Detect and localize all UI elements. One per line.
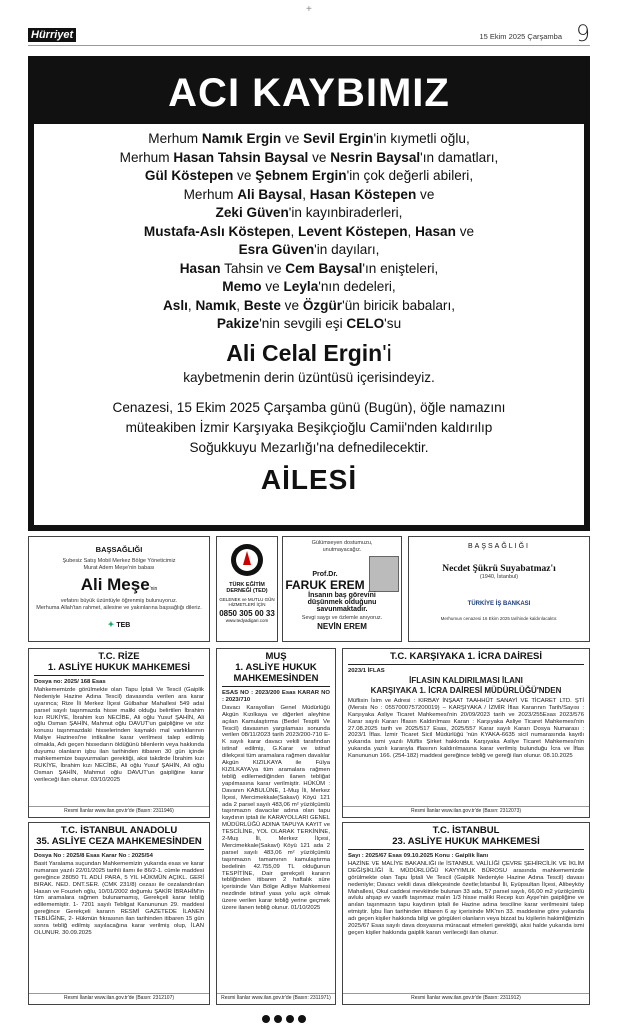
page-header — [28, 24, 590, 46]
court-subtitle: 1. ASLİYE HUKUK MAHKEMESİNDEN — [233, 662, 319, 684]
memorial-ad-erem — [282, 536, 402, 642]
teb-logo: ✦ TEB — [107, 620, 131, 629]
ad-note: Merhumun cenazesi 16 Ekim 2025 tarihinde kaldırılacaktır. — [440, 616, 558, 621]
ad-title: BAŞSAĞLIĞI — [467, 543, 531, 550]
court-file-no: 2023/1 İFLAS — [348, 668, 385, 674]
divider — [34, 675, 204, 676]
obituary-notice — [28, 56, 590, 531]
ad-line: Merhuma Allah'tan rahmet, ailesine ve yakınlarına başsağlığı dileriz. — [36, 605, 202, 611]
obituary-lines — [34, 130, 584, 334]
funeral-line: müteakiben İzmir Karşıyaka Beşikçioğlu Camii'nden kaldırılıp — [125, 419, 493, 435]
obituary-signature: AİLESİ — [260, 463, 358, 495]
obituary-line: Merhum Hasan Tahsin Baysal ve Nesrin Baysal'ın damatları, — [119, 149, 499, 165]
court-subtitle: 1. ASLİYE HUKUK MAHKEMESİ — [47, 662, 191, 673]
page-number: 9 — [576, 22, 590, 47]
funeral-line: Cenazesi, 15 Ekim 2025 Çarşamba günü (Bugün), öğle namazını — [112, 399, 506, 415]
ted-logo-icon — [230, 543, 264, 577]
court-text: HAZİNE VE MALİYE BAKANLIĞI ile İSTANBUL VALİLİĞİ ÇEVRE ŞEHİRCİLİK VE İKLİM DEĞİŞİKLİĞİ İL MÜDÜRLÜĞÜ KAYYIMLIK BÜROSU arasında mahkememizde görülmekte olan Tapu İptali Ve Tescil (Gaiplik Nedeniyle Hazine Adına Tescil) davası nedeniyle; Davacı vekili dava dilekçesinde özetle;İstanbul İli, Eyüpsultan İlçesi, Alibeyköy Mahallesi, Okul caddesi mevkiinde bulunan 33 ada, 57 parsel sayılı, 66,00 m2 yüzölçümlü avlulu ahşap ev vasıflı taşınmaz malın 1/3 hisse maliki Recep kızı Ayşe'nin gaipliğine ve anılan taşınmazın tapu kaydının iptali ile Hazine adına tesciline karar verilmesini talep etmiştir. İşbu İlan tarihinden itibaren 6 ay içerisinde MK'nın 33. maddesine göre yukarıda adı geçen kişiler hakkında bilgi ve görgüleri olanların veya bizzat bu kişilerin hakimliğimizin 2025/67 Esas sayılı dava dosyasına müracaat etmeleri gerektiği, aksi halde yukarıda ismi geçen kişiler hakkında gaiplik kararı verileceği ilan olunur. — [348, 860, 584, 936]
condolence-ad-teb — [28, 536, 210, 642]
ad-name: FARUK EREM — [285, 578, 365, 592]
ad-line: (1940, İstanbul) — [479, 574, 519, 580]
funeral-line: Soğukkuyu Mezarlığı'na defnedilecektir. — [189, 439, 429, 455]
obituary-line: Merhum Ali Baysal, Hasan Köstepen ve — [183, 186, 435, 202]
court-notice — [28, 648, 210, 818]
obituary-title: ACI KAYBIMIZ — [168, 71, 450, 115]
obituary-body — [34, 124, 584, 525]
ad-signature: NEVİN EREM — [317, 622, 367, 631]
obituary-line: Aslı, Namık, Beste ve Özgür'ün biricik babaları, — [162, 297, 456, 313]
court-title: MUŞ — [265, 651, 287, 662]
ted-ad — [216, 536, 278, 642]
divider — [222, 686, 330, 687]
ad-line: İnsanın baş görevini — [308, 592, 376, 599]
ad-line: unutmayacağız. — [322, 547, 362, 553]
obituary-line: Mustafa-Aslı Köstepen, Levent Köstepen, Hasan ve — [143, 223, 475, 239]
obituary-line: Esra Güven'in dayıları, — [238, 242, 380, 257]
condolence-ad-isbank — [408, 536, 590, 642]
court-notice — [342, 648, 590, 818]
court-title: T.C. İSTANBUL ANADOLU — [60, 825, 178, 836]
court-text: Mahkememizde görülmekte olan Tapu İptali Ve Tescil (Gaiplik Nedeniyle Hazine Adına Tescil) davasında verilen ara karar uyarınca; Rize İli Merkez İlçesi Gülbahar Mahallesi 549 adai parsel sayılı taşınmazda hisse maliki olduğu belirtilen İbrahim kızı RUKİYE, İbrahim kızı NECİBE, Ali oğlu Yusuf ŞAHİN, Ali oğlu Osman ŞAHİN, Mahmut oğlu DAVUT'un gaipliğine ve söz konusu taşınmazdaki hisselerinden kaynaklı mal varlıklarının Maliye Hazinesi'ne intikaline karar verilmesi talep edilmiş olmakla, Adı geçen hissedarın öldüğünü bilenlerin veya hakkında duyumu olanların işbu ilan tarihinden itibaren 30 gün içinde mahkememize başvurmaları gerektiği, aksi takdirde İbrahim kızı RUKİYE, İbrahim kızı NECİBE, Ali oğlu Yusuf ŞAHİN, Ali oğlu Osman ŞAHİN, Mahmut oğlu DAVUT'un gaipliğine karar verileceği ilan olunur. 03/10/2025 — [34, 686, 204, 783]
obituary-sub: kaybetmenin derin üzüntüsü içerisindeyiz. — [183, 369, 435, 385]
ad-line: düşünmek olduğunu — [307, 599, 377, 606]
ad-line: Murat Adem Meşe'nin babası — [83, 565, 155, 571]
court-footer: Resmi İlanlar www.ilan.gov.tr'de (Basın: 2312107) — [29, 993, 209, 1002]
obituary-line: Memo ve Leyla'nın dedeleri, — [222, 279, 396, 294]
obituary-line: Hasan Tahsin ve Cem Baysal'ın enişteleri, — [179, 260, 439, 276]
ad-line: savunmaktadır. — [316, 606, 368, 613]
court-notice — [342, 822, 590, 1005]
court-file-no: Dosya No : 2025/8 Esas Karar No : 2025/54 — [34, 853, 153, 859]
court-file-no: ESAS NO : 2023/200 Esas KARAR NO : 2023/710 — [222, 690, 330, 703]
court-file-no: Dosya no: 2025/ 168 Esas — [34, 679, 106, 685]
teb-bird-icon: ✦ — [107, 620, 115, 629]
ad-title: Prof.Dr. — [312, 571, 338, 578]
ad-line: Sevgi saygı ve özlemle anıyoruz. — [301, 615, 383, 621]
court-text: Davacı Karayolları Genel Müdürlüğü Akgün Kızılkaya ve diğerleri aleyhine açılan Kamulaştırma (Bedel Tespiti Ve Tescil) davasının yargılaması sonunda verilen 08/11/2023 tarih 2023/200-710 E-K sayılı karar davacı vekili tarafından istinaf edilmiş, G.Karar ve istinaf dilekçesi tüm aramalara rağmen davalılar Akgün KIZILKAYA ile Fülya KIZILKAYA'ya tüm aramalara rağmen tebliğ edilemediğinden ilanen tebliğat yapılmasına karar verilmiştir. HÜKÜM : Davanın KABULÜNE, 1-Muş İli, Merkez İlçesi, Mercimekkale(Sakavi) Köyü 121 ada 2 parsel sayılı 483,06 m² yüzölçümlü taşınmazın davacılar adına olan tapu kaydının iptali ile KARAYOLLARI GENEL MÜDÜRLÜĞÜ ADINA TAPUYA KAYIT ve TESCİLİNE, YOL OLARAK TERKİNİNE, 2-Muş İli, Merkez İlçesi, Mercimekkale(Sakavi) Köyü 121 ada 2 parsel sayılı 483,06 m² yüzölçümlü taşınmazın tamamının kamulaştırma bedelinin 42.755,09 TL olduğunun TESPİTİNE, Dair gerekçeli kararın tebliğinden itibaren 2 haftalık süre içerisinde Van Bölge Adliye Mahkemesi nezdinde istinaf yasa yolu açık olmak üzere verilen karar tebliğ yerine geçmek üzere ilanen tebliğ olunur. 01/10/2025 — [222, 704, 330, 912]
ad-line: vefatını büyük üzüntüyle öğrenmiş bulunuyoruz. — [60, 598, 178, 604]
court-heading: KARŞIYAKA 1. İCRA DAİRESİ MÜDÜRLÜĞÜ'NDEN — [370, 685, 562, 695]
ted-org: TÜRK EĞİTİM — [229, 582, 265, 588]
court-footer: Resmi İlanlar www.ilan.gov.tr'de (Basın: 2311971) — [217, 993, 335, 1002]
crop-mark-icon: + — [306, 4, 312, 15]
court-text: Basit Yaralama suçundan Mahkememizin yukarıda esas ve karar numarası yazılı 22/01/2025 tarihli ilamı ile 86/2-1. cümle maddesi gereğince 28050 TL ADLİ PARA, 5 YIL HÜKMÜN AÇIKL. GERİ BIRAK. NED. DNT.SER. (CMK 231/8) cezası ile cezalandırılan Hasan ve Fouzieh oğlu, 10/01/2002 doğumlu ŞAKİR İBRAHİM'in tüm aramalara rağmen bulunamamış, Gerekçeli karar tebliğ edilememiştir. 1- 7201 sayılı Tebligat Kanununun 29. maddesi gereğince Gerekçeli kararın RESMİ GAZETEDE İLANEN TEBLİĞİNE, 2- Hükmün fıkrasının ilan tarihinden itibaren 15 gün sonra tebliğ edilmiş sayılacağına karar verilmiş olup, İLAN OLUNUR. 30.09.2025 — [34, 860, 204, 936]
court-footer: Resmi İlanlar www.ilan.gov.tr'de (Basın: 2312073) — [343, 806, 589, 815]
issue-date: 15 Ekim 2025 Çarşamba — [479, 32, 562, 41]
divider — [34, 849, 204, 850]
isbank-logo: TÜRKİYE İŞ BANKASI — [467, 601, 531, 607]
divider — [348, 849, 584, 850]
ted-tagline: GELENEK ve MUTLU GÜN HİZMETLERİ İÇİN — [219, 597, 275, 607]
court-notice — [28, 822, 210, 1005]
ted-phone: 0850 305 00 33 — [219, 609, 275, 618]
ad-title: BAŞSAĞLIĞI — [95, 545, 143, 554]
ted-org: DERNEĞİ (TED) — [226, 588, 268, 594]
court-notice — [216, 648, 336, 1005]
obituary-line: Merhum Namık Ergin ve Sevil Ergin'in kıymetli oğlu, — [148, 131, 470, 146]
funeral-info — [34, 398, 584, 458]
court-footer: Resmi İlanlar www.ilan.gov.tr'de (Basın: 2311946) — [29, 806, 209, 815]
page-dots — [262, 1010, 322, 1020]
obituary-line: Gül Köstepen ve Şebnem Ergin'in çok değerli abileri, — [144, 168, 474, 183]
court-title: T.C. RİZE — [98, 651, 140, 662]
ad-line: Gülümseyen dostumuzu, — [311, 540, 373, 546]
court-footer: Resmi İlanlar www.ilan.gov.tr'de (Basın: 2311912) — [343, 993, 589, 1002]
newspaper-logo: Hürriyet — [28, 28, 76, 42]
ad-line: Şubesiz Satış Mobil Merkez Bölge Yöneticimiz — [62, 558, 176, 564]
portrait-photo — [369, 556, 399, 592]
court-file-no: Sayı : 2025/67 Esas 09.10.2025 Konu : Gaiplik İlanı — [348, 853, 489, 859]
court-heading: İFLASIN KALDIRILMASI İLANI — [409, 675, 523, 685]
ad-name: Necdet Şükrü Suyabatmaz'ı — [442, 564, 556, 574]
court-title: T.C. KARŞIYAKA 1. İCRA DAİRESİ — [389, 651, 543, 662]
obituary-line: Zeki Güven'in kayınbiraderleri, — [215, 205, 403, 220]
divider — [348, 664, 584, 665]
court-subtitle: 23. ASLİYE HUKUK MAHKEMESİ — [392, 836, 540, 847]
ted-web: www.tedyadigari.com — [225, 618, 269, 623]
court-text: Müflisin İsim ve Adresi : KIRBAY İNŞAAT TAAHHÜT SANAYİ VE TİCARET LTD. ŞTİ (Mersis No : 0557000757200019) – KARŞIYAKA / İZMİR İflas Kararının Tarih/Sayısı : Karşıyaka Asliye Ticaret Mahkemesi'nin 20/09/2023 tarih ve 2023/255Esas 2023/576 Karar sayılı Kararı İflasın Kaldırılması Kararı : Karşıyaka Asliye Ticaret Mahkemesi'nin 27.08.2025 tarih ve 2025/517 Esas, 2025/557 Karar sayılı Kararı Dosya Numarası : 2023/1 İflas. İzmir Ticaret Sicil Müdürlüğü 'nün KYAKA-6635 sicil numarasında kayıtlı yukarıda ismi yazılı Müflis Şirket hakkında Karşıyaka Asliye Ticaret Mahkemesi'nin yukarıda yazılı kararıyla iflasının kaldırılmasına karar verilmiş bulunduğu İcra ve İflas Kanununun 166. (254-182) maddesi gereğince tebliğ ve gereği ilan olunur. 08.10.2025 — [348, 697, 584, 760]
deceased-name: Ali Celal Ergin'i — [226, 339, 392, 366]
obituary-line: Pakize'nin sevgili eşi CELO'su — [216, 316, 402, 331]
court-subtitle: 35. ASLİYE CEZA MAHKEMESİNDEN — [36, 836, 202, 847]
ad-name: Ali Meşe'nin — [80, 575, 158, 594]
court-title: T.C. İSTANBUL — [432, 825, 500, 836]
